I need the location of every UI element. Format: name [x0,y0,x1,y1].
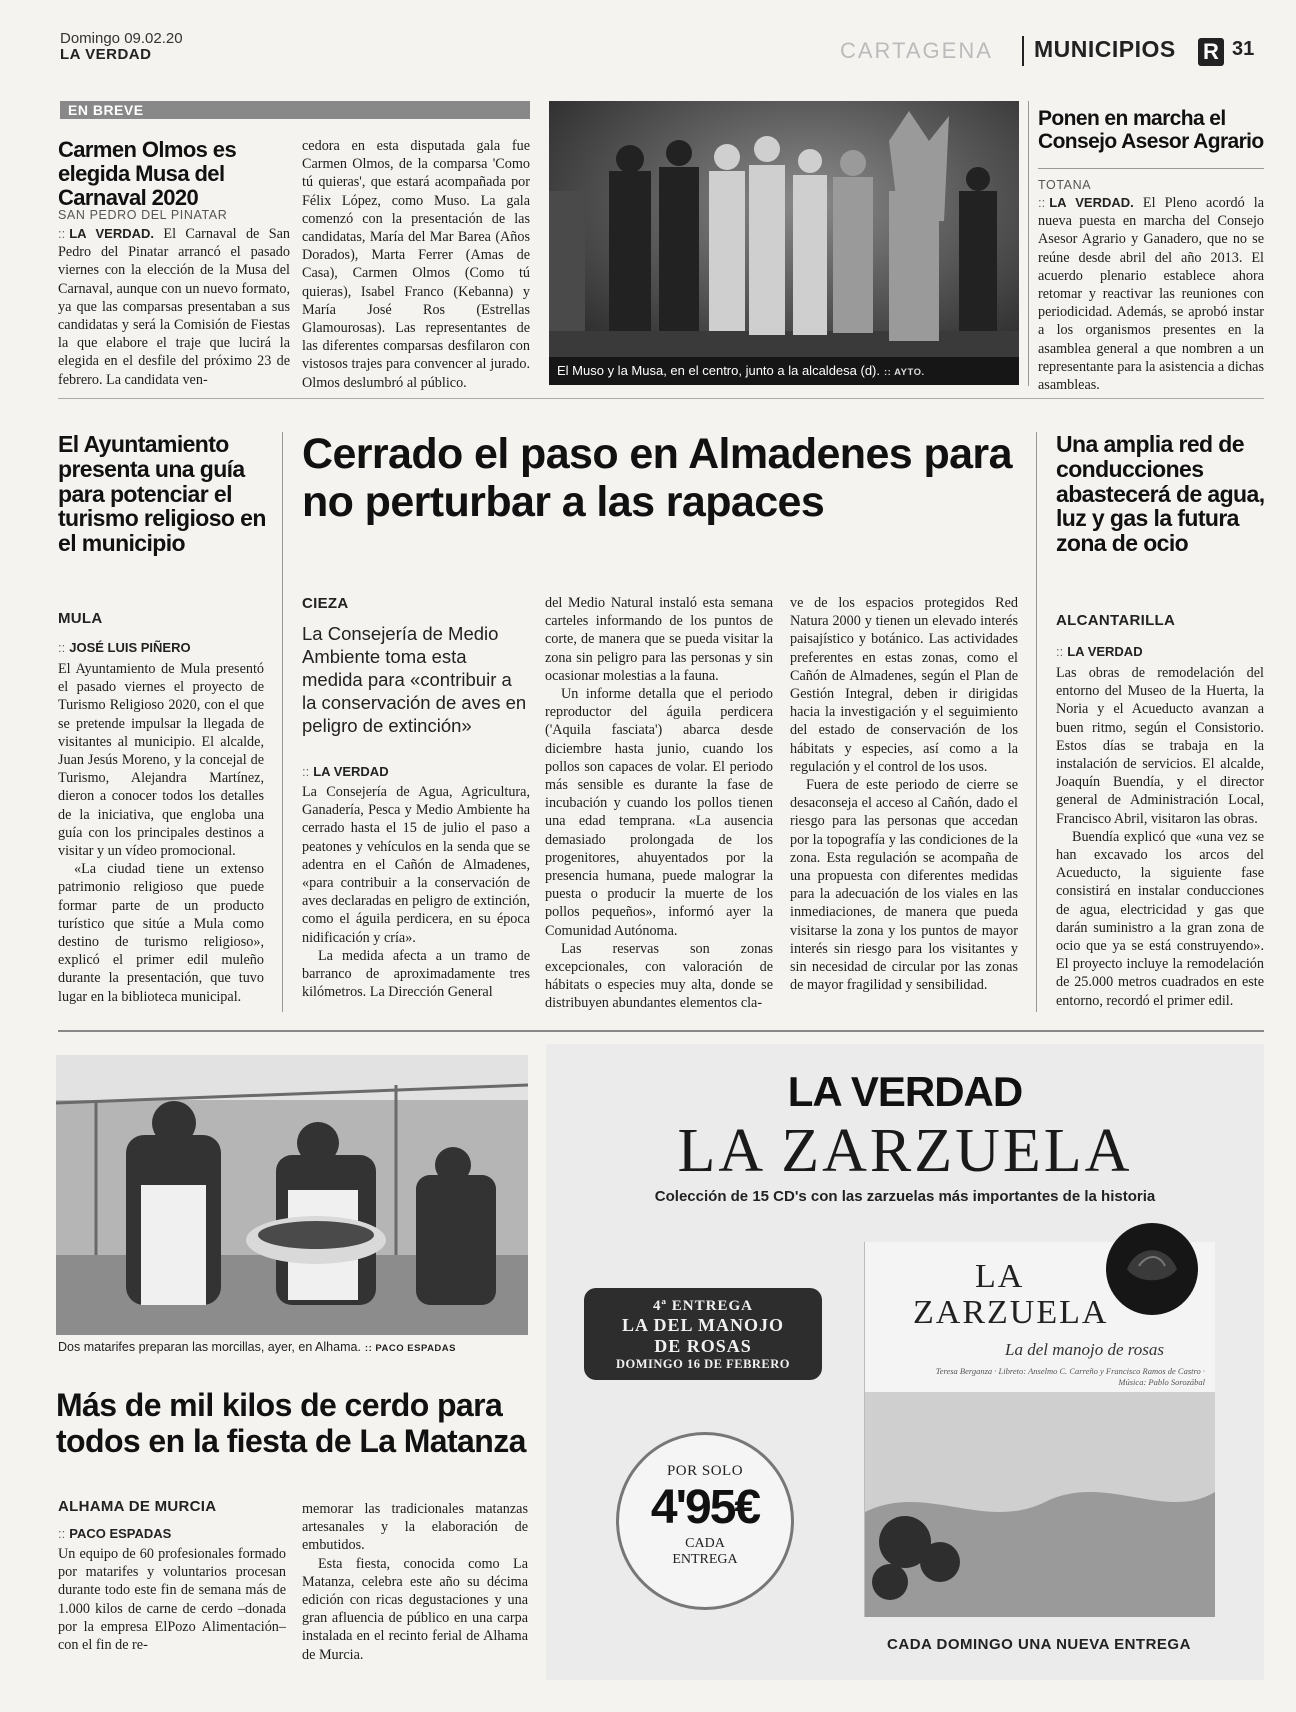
matanza-title: Más de mil kilos de cerdo para todos en la fiesta de La Matanza [56,1387,526,1459]
header-paper: LA VERDAD [60,46,152,63]
alcantarilla-title: Una amplia red de conducciones abastecerá de agua, luz y gas la futura zona de ocio [1056,431,1265,557]
almadenes-c2p1: del Medio Natural instaló esta semana carteles informando de los puntos de corte, de manera que se pueda visitar la zona sin peligro para las personas y sin ocasionar molestias a la fauna. [545,595,773,684]
carnaval-col2 [302,137,530,392]
agrario-hrule [1038,168,1264,169]
almadenes-c2p3: Las reservas son zonas excepcionales, con valoración de hábitats o especies muy alta, donde se distribuyen abundantes elementos cla- [545,940,773,1012]
almadenes-location: CIEZA [302,595,349,612]
zarzuela-ad [546,1044,1264,1680]
almadenes-c1p1: La Consejería de Agua, Agricultura, Ganadería, Pesca y Medio Ambiente ha cerrado hasta el 15 de julio el paso a peatones y vehículos en la senda que se adentra en el Cañón de Almadenes, «para contribuir a la conservación de aves declaradas en peligro de extinción, como el águila perdicera, en su época nidificación y cría». [302,784,530,946]
agrario-location: TOTANA [1038,178,1092,192]
header-divider [1022,36,1024,66]
ad-cover-subtitle: La del manojo de rosas [1005,1340,1164,1359]
almadenes-title: Cerrado el paso en Almadenes para no perturbar a las rapaces [302,430,1012,527]
alcantarilla-location: ALCANTARILLA [1056,612,1176,629]
matanza-col1 [58,1545,286,1654]
ad-badge-line4: DOMINGO 16 DE FEBRERO [615,1357,791,1371]
agrario-body [1038,194,1264,394]
matanza-col1-text: Un equipo de 60 profesionales formado por matarifes y voluntarios procesan durante todo este fin de semana más de 1.000 kilos de carne de cerdo –donada por la empresa ElPozo Alimentación– con el fin de re- [58,1546,286,1654]
top-row-divider [58,398,1264,399]
header-section: MUNICIPIOS [1034,36,1176,62]
ad-badge-line2: LA DEL MANOJO [621,1315,785,1335]
ad-price-label: POR SOLO [666,1463,744,1479]
mula-vrule [282,432,283,1012]
mula-p1: El Ayuntamiento de Mula presentó el pasado viernes el proyecto de Turismo Religioso 2020, con el que se pretende impulsar la llegada de visitantes al municipio. El alcalde, Juan Jesús Moreno, y la concejal de Turismo, Alejandra Martínez, dieron a conocer todos los detalles de la iniciativa, que engloba una guía con los principales destinos a visitar y un vídeo promocional. [58,661,264,860]
ad-price: 4'95€ [650,1481,760,1534]
ad-tagline: Colección de 15 CD's con las zarzuelas más importantes de la historia [654,1188,1156,1205]
mula-location: MULA [58,610,103,627]
ad-price-note1: CADA [685,1536,725,1551]
header-page-number: 31 [1232,38,1255,60]
agrario-vrule [1028,101,1029,386]
ad-badge-line3: DE ROSAS [654,1336,752,1356]
carnaval-col1 [58,225,290,389]
brief-label-bar [60,101,530,119]
ad-cd-cover [864,1242,1215,1617]
ad-footer: CADA DOMINGO UNA NUEVA ENTREGA [887,1636,1191,1653]
ad-price-note2: ENTREGA [672,1552,738,1567]
ad-cover-title2: ZARZUELA [913,1294,1109,1331]
ad-cover-artwork [865,1392,1215,1617]
almadenes-c1p2: La medida afecta a un tramo de barranco de aproximadamente tres kilómetros. La Dirección General [302,947,530,1001]
carnaval-col1-text: El Carnaval de San Pedro del Pinatar arrancó el pasado viernes con la elección de la Musa del Carnaval, aunque con un nuevo formato, ya que las comparsas presentaban a sus candidatas y será la Comisión de Fiestas la que elabore el traje que lucirá la elegida en el desfile del próximo 23 de febrero. La candidata ven- [58,226,291,388]
header-date: Domingo 09.02.20 [60,30,183,47]
alcantarilla-byline: :: LA VERDAD [1056,644,1143,659]
almadenes-col1 [302,783,530,1001]
agrario-byline: :: LA VERDAD. [1038,195,1134,210]
almadenes-c3p2: Fuera de este periodo de cierre se desaconseja el acceso al Cañón, dado el riesgo para las personas que accedan por la topografía y las condiciones de la zona. Esta regulación se acompaña de una propuesta con diferentes medidas para la adecuación de los viales en las inmediaciones, de manera que pueda visitarse la zona y los puntos de mayor interés sin riesgo para los visitantes y sin necesidad de circular por las zonas de mayor fragilidad y sensibilidad. [790,777,1018,994]
middle-row-divider [58,1030,1264,1032]
matanza-photo-scene [56,1055,528,1335]
matanza-location: ALHAMA DE MURCIA [58,1498,217,1515]
carnaval-col2-text: cedora en esta disputada gala fue Carmen Olmos, de la comparsa 'Como tú quieras', que estará acompañada por Félix López, como Muso. La gala comenzó con la presentación de las candidatas, María del Mar Barea (Años Dorados), Marta Ferrer (Amas de Casa), Carmen Olmos (Como tú quieras), Isabel Franco (Kebanna) y María José Ros (Estrellas Glamourosas). Las representantes de las diferentes comparsas desfilaron con vistosos trajes para convencer al jurado. Olmos deslumbró al público. [302,138,530,391]
matanza-col2p1: memorar las tradicionales matanzas artesanales y la elaboración de embutidos. [302,1501,528,1554]
almadenes-subtitle: La Consejería de Medio Ambiente toma esta medida para «contribuir a la conservación de aves en peligro de extinción» [302,623,527,736]
alcantarilla-p2: Buendía explicó que «una vez se han excavado los arcos del Acueducto, la siguiente fase consistirá en instalar conducciones de agua, electricidad y gas que darán suministro a la gran zona de ocio que ya se está construyendo». El proyecto incluye la remodelación de 25.000 metros cuadrados en este entorno, recordó el primer edil. [1056,828,1264,1009]
almadenes-byline: :: LA VERDAD [302,764,389,779]
matanza-photo [56,1055,528,1335]
agrario-title: Ponen en marcha el Consejo Asesor Agrario [1038,107,1264,153]
almadenes-c3p1: ve de los espacios protegidos Red Natura 2000 y tienen un elevado interés paisajístico y botánico. Las actividades preferentes en estas zonas, como el Cañón de Almadenes, según el Plan de Gestión Integral, deben ir dirigidas hacia la investigación y el seguimiento del estado de conservación de los hábitats y especies, así como a la regulación y el control de los usos. [790,595,1018,775]
carnaval-photo-caption: El Muso y la Musa, en el centro, junto a la alcaldesa (d). :: AYTO. [557,363,925,378]
almadenes-col3 [790,594,1018,994]
ad-brand: LA VERDAD [787,1068,1023,1115]
matanza-col2 [302,1500,528,1664]
mula-byline: :: JOSÉ LUIS PIÑERO [58,640,191,655]
header-logo-badge: R [1198,38,1224,66]
ad-title: LA ZARZUELA [677,1117,1133,1185]
alcantarilla-vrule [1036,432,1037,1012]
almadenes-c2p2: Un informe detalla que el periodo reproductor del águila perdicera ('Aquila fasciata') abarca desde diciembre hasta junio, cuando los pollos son capaces de volar. El periodo más sensible es durante la fase de incubación y cuando los pollos tienen una edad temprana. «La ausencia demasiado prolongada de los progenitores, ahuyentados por la presencia humana, puede malograr la puesta o producir la muerte de los pollos pequeños», informó ayer la Comunidad Autónoma. [545,686,773,939]
matanza-col2p2: Esta fiesta, conocida como La Matanza, celebra este año su décima edición con ricas degustaciones y una gran afluencia de público en una carpa instalada en el recinto ferial de Alhama de Murcia. [302,1555,528,1663]
mula-body [58,660,264,1006]
header-cartagena-faded: CARTAGENA [840,38,993,63]
ad-badge [584,1288,822,1380]
matanza-byline: :: PACO ESPADAS [58,1526,172,1541]
carnaval-byline: :: LA VERDAD. [58,226,155,241]
carnaval-title: Carmen Olmos es elegida Musa del Carnaval 2020 [58,137,237,210]
carnaval-photo-scene [549,101,1019,385]
carnaval-location: SAN PEDRO DEL PINATAR [58,208,228,222]
rose-icon [1097,1214,1207,1324]
almadenes-col2 [545,594,773,1013]
alcantarilla-body [1056,664,1264,1010]
brief-label: EN BREVE [68,102,144,118]
ad-cover-title1: LA [975,1258,1025,1295]
alcantarilla-p1: Las obras de remodelación del entorno del Museo de la Huerta, la Noria y el Acueducto avanzan a buen ritmo, según el Consistorio. Estos días se trabaja en la instalación de servicios. El alcalde, Joaquín Buendía, y el director general de Administración Local, Francisco Abril, visitaron las obras. [1056,665,1264,827]
matanza-photo-caption: Dos matarifes preparan las morcillas, ayer, en Alhama. :: PACO ESPADAS [58,1340,456,1354]
ad-price-circle [616,1432,794,1610]
ad-cover-credits: Teresa Berganza · Libreto: Anselmo C. Carreño y Francisco Ramos de Castro · Música: Pablo Sorozábal [935,1366,1205,1387]
ad-badge-line1: 4ª ENTREGA [653,1298,753,1314]
mula-title: El Ayuntamiento presenta una guía para potenciar el turismo religioso en el municipio [58,431,266,557]
mula-p2: «La ciudad tiene un extenso patrimonio religioso que puede formar parte de un producto turístico que sitúe a Mula como destino de turismo religioso», explicó el primer edil muleño durante la presentación, que tuvo lugar en la biblioteca municipal. [58,861,264,1005]
carnaval-photo [549,101,1019,385]
agrario-text: El Pleno acordó la nueva puesta en marcha del Consejo Asesor Agrario y Ganadero, que no se reúne desde abril del año 2013. El acuerdo plenario establece ahora retomar y reactivar las reuniones con periodicidad. Además, se aprobó instar a los organismos presentes en la asamblea general a que nombren a un representante para la asistencia a dichas asambleas. [1038,195,1265,394]
